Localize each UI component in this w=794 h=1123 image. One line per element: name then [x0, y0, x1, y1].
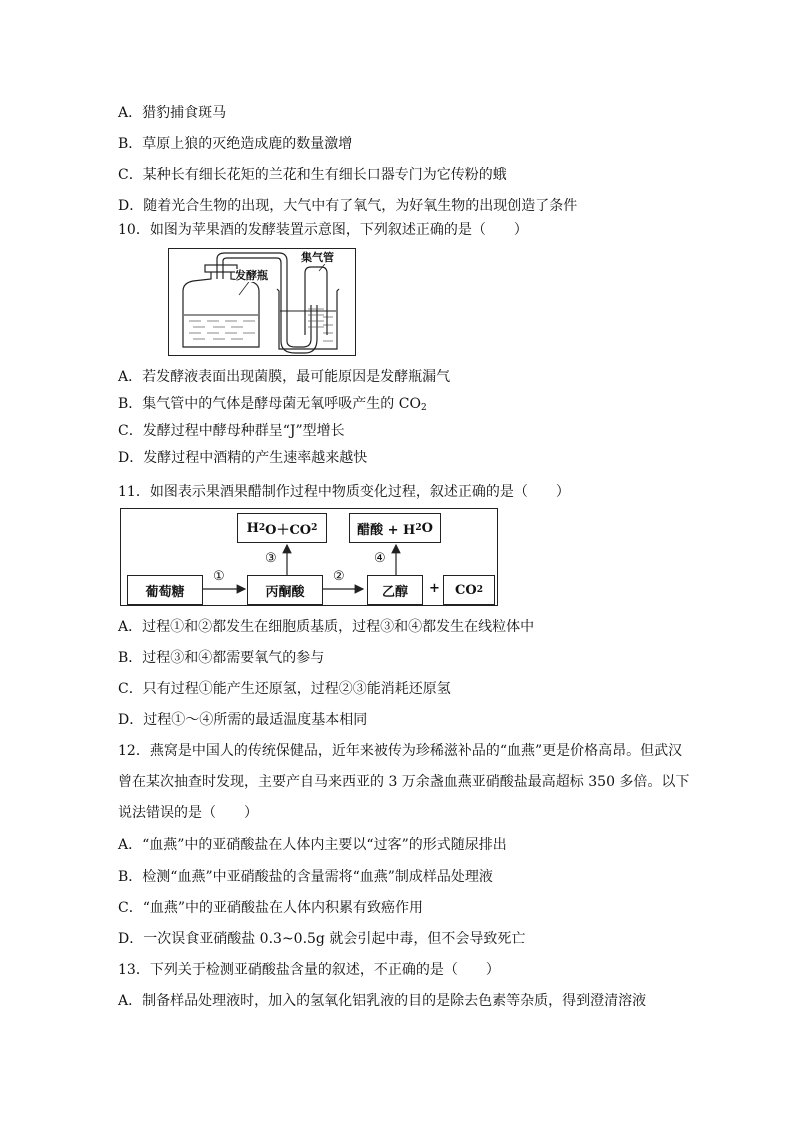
h2o-h: H	[246, 520, 259, 536]
q11-option-a: A．过程①和②都发生在细胞质基质，过程③和④都发生在线粒体中	[118, 619, 535, 635]
q12-stem-line-3: 说法错误的是（ ）	[118, 805, 258, 821]
water-sub: 2	[415, 523, 422, 533]
q13-stem: 13．下列关于检测亚硝酸盐含量的叙述，不正确的是（ ）	[118, 962, 500, 978]
step-1-label: ①	[213, 569, 225, 584]
q9-option-b: B．草原上狼的灭绝造成鹿的数量激增	[118, 136, 353, 152]
q9-option-d: D．随着光合生物的出现，大气中有了氧气，为好氧生物的出现创造了条件	[118, 198, 578, 214]
q12-option-b: B．检测“血燕”中亚硝酸盐的含量需将“血燕”制成样品处理液	[118, 869, 493, 885]
q10-option-d: D．发酵过程中酒精的产生速率越来越快	[118, 450, 368, 466]
metabolic-pathway-figure	[120, 508, 498, 606]
q12-stem-line-2: 曾在某次抽查时发现，主要产自马来西亚的 3 万余盏血燕亚硝酸盐最高超标 350 多倍。以下	[118, 774, 690, 790]
q9-option-a: A．猎豹捕食斑马	[118, 105, 227, 121]
h2o-sub: 2	[258, 523, 266, 533]
acetic-acid-text: 醋酸 + H	[357, 522, 416, 538]
q12-option-d: D．一次误食亚硝酸盐 0.3~0.5g 就会引起中毒，但不会导致死亡	[118, 931, 526, 947]
acetic-acid-water-box	[349, 513, 441, 543]
pyruvate-box: 丙酮酸	[247, 575, 323, 605]
step-3-label: ③	[265, 551, 277, 566]
q10-stem: 10．如图为苹果酒的发酵装置示意图，下列叙述正确的是（ ）	[118, 222, 528, 238]
h2o-co-text: O＋CO	[265, 522, 312, 538]
q9-option-c: C．某种长有细长花矩的兰花和生有细长口器专门为它传粉的蛾	[118, 167, 507, 183]
q11-option-d: D．过程①～④所需的最适温度基本相同	[118, 712, 368, 728]
q11-stem: 11．如图表示果酒果醋制作过程中物质变化过程，叙述正确的是（ ）	[118, 484, 570, 500]
co2-text: CO	[455, 582, 477, 598]
q10-option-b	[118, 395, 427, 417]
q12-option-a: A．“血燕”中的亚硝酸盐在人体内主要以“过客”的形式随尿排出	[118, 837, 507, 853]
co2-sub: 2	[311, 523, 318, 533]
ethanol-box: 乙醇	[367, 575, 423, 605]
h2o-co2-box	[237, 513, 327, 543]
q13-option-a: A．制备样品处理液时，加入的氢氧化铝乳液的目的是除去色素等杂质，得到澄清溶液	[118, 993, 647, 1009]
gas-tube-label: 集气管	[301, 251, 334, 264]
q10-option-a: A．若发酵液表面出现菌膜，最可能原因是发酵瓶漏气	[118, 369, 451, 385]
co2-box-sub: 2	[476, 585, 483, 595]
water-o: O	[421, 520, 433, 536]
q11-option-b: B．过程③和④都需要氧气的参与	[118, 650, 325, 666]
fermentation-apparatus-figure	[168, 248, 356, 356]
co2-box	[443, 575, 495, 605]
q12-stem-line-1: 12．燕窝是中国人的传统保健品，近年来被传为珍稀滋补品的“血燕”更是价格高昂。但武汉	[118, 743, 683, 759]
fermentation-apparatus-drawing	[169, 249, 355, 355]
step-4-label: ④	[374, 551, 386, 566]
q10-option-b-subscript: 2	[420, 403, 427, 413]
q11-option-c: C．只有过程①能产生还原氢，过程②③能消耗还原氢	[118, 681, 451, 697]
bottle-label: 发酵瓶	[235, 269, 268, 282]
glucose-box: 葡萄糖	[127, 575, 203, 605]
q12-option-c: C．“血燕”中的亚硝酸盐在人体内积累有致癌作用	[118, 900, 424, 916]
plus-sign: +	[429, 581, 440, 596]
q10-option-c: C．发酵过程中酵母种群呈“J”型增长	[118, 423, 345, 439]
q10-option-b-text: B．集气管中的气体是酵母菌无氧呼吸产生的 CO	[118, 396, 421, 412]
step-2-label: ②	[333, 569, 345, 584]
